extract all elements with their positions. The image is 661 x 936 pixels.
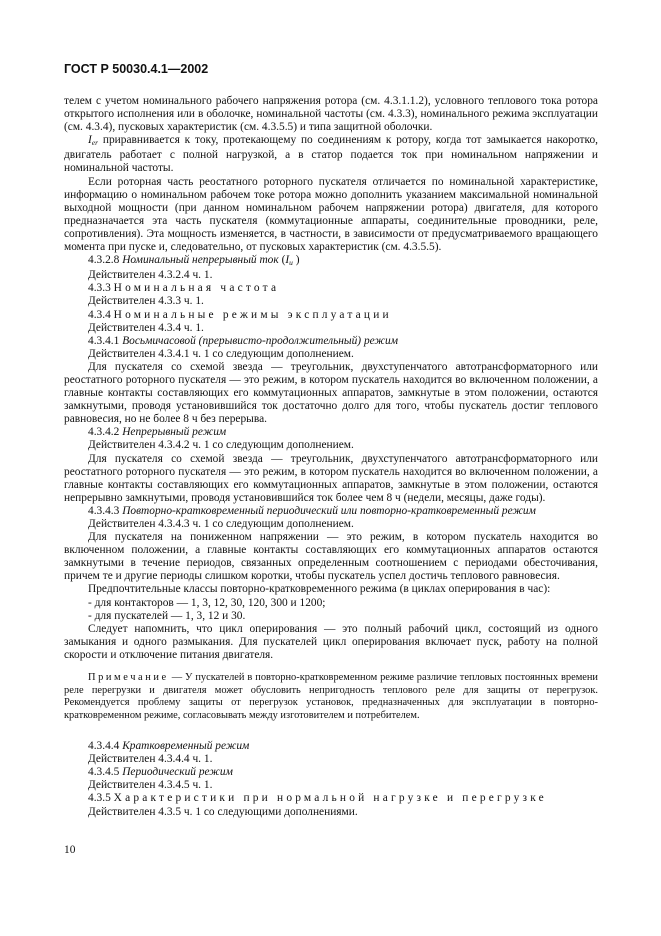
section-number: 4.3.4.1 bbox=[88, 334, 120, 347]
line-text: Действителен 4.3.4.4 ч. 1. bbox=[88, 753, 213, 766]
line bbox=[64, 610, 598, 623]
paragraph-text: приравнивается к току, протекающему по соединениям к ротору, когда тот замыкается накоротко, двигатель работает с полной нагрузкой, а в статор подается ток при номинальном напряжении и номинальной частоты. bbox=[64, 134, 598, 175]
paragraph bbox=[64, 134, 598, 175]
symbol-subscript: u bbox=[289, 258, 293, 268]
line-text: Действителен 4.3.5 ч. 1 со следующими дополнениями. bbox=[88, 805, 358, 818]
line bbox=[64, 348, 598, 361]
document-body bbox=[64, 95, 598, 819]
line bbox=[64, 597, 598, 610]
note-label: Примечание bbox=[88, 672, 169, 684]
paragraph-text: Предпочтительные классы повторно-кратковременного режима (в циклах оперирования в час): bbox=[88, 583, 551, 596]
paragraph-text: Для пускателя со схемой звезда — треугольник, двухступенчатого автотрансформаторного или реостатного роторного пускателя — это режим, в котором пускатель находится во включенном положении, а главные контакты составляющих его коммутационных аппаратов, замкнутые в этом положении, остаются непрерывно замкнутыми, проводя установившийся ток более чем 8 ч (недели, месяцы, даже годы). bbox=[64, 452, 598, 504]
section-number: 4.3.4.3 bbox=[88, 504, 120, 517]
note-text: — У пускателей в повторно-кратковременном режиме различие тепловых постоянных времени реле перегрузки и двигателя может обусловить непригодность теплового реле для защиты от перегрузок. Рекомендуется проблему защиты от перегрузок установок, предназначенных для эксплуатации в повторно-кратковременном режиме, согласовывать между изготовителем и потребителем. bbox=[64, 672, 598, 721]
line-text: Действителен 4.3.4.3 ч. 1 со следующим дополнением. bbox=[88, 518, 354, 530]
note bbox=[64, 672, 598, 722]
paragraph-text: Для пускателя со схемой звезда — треугольник, двухступенчатого автотрансформаторного или реостатного роторного пускателя — это режим, в котором пускатель находится во включенном положении, а главные контакты составляющих его коммутационных аппаратов, замкнутые в этом положении, остаются замкнутыми, проводя установившийся ток достаточно долго для того, чтобы пускатель достиг теплового равновесия, но не более 8 ч без перерыва. bbox=[64, 360, 598, 426]
paragraph-text: Для пускателя на пониженном напряжении — это режим, в котором пускатель находится во включенном положении, а главные контакты составляющих его коммутационных аппаратов остаются замкнутыми в течение периодов, связанных определенным соотношением с периодами обесточивания, причем те и другие периоды слишком коротки, чтобы пускатель успел достичь теплового равновесия. bbox=[64, 531, 598, 583]
line-text: Действителен 4.3.4.2 ч. 1 со следующим дополнением. bbox=[88, 439, 354, 452]
line-text: Действителен 4.3.4.1 ч. 1 со следующим дополнением. bbox=[88, 347, 354, 360]
section-number: 4.3.3 bbox=[88, 282, 111, 295]
line-text: - для контакторов — 1, 3, 12, 30, 120, 300 и 1200; bbox=[88, 596, 326, 609]
section-title: Номинальные режимы эксплуатации bbox=[113, 308, 392, 321]
section-heading bbox=[64, 766, 598, 779]
section-title: Номинальная частота bbox=[113, 282, 280, 295]
section-number: 4.3.4.2 bbox=[88, 426, 120, 439]
section-heading bbox=[64, 282, 598, 295]
line bbox=[64, 518, 598, 531]
section-heading bbox=[64, 309, 598, 322]
paragraph bbox=[64, 453, 598, 505]
section-heading bbox=[64, 335, 598, 348]
paragraph bbox=[64, 176, 598, 255]
document-page bbox=[64, 62, 598, 819]
paragraph bbox=[64, 531, 598, 583]
section-title: Периодический режим bbox=[122, 766, 233, 779]
line bbox=[64, 439, 598, 452]
paragraph-text: телем с учетом номинального рабочего напряжения ротора (см. 4.3.1.1.2), условного теплового тока ротора открытого исполнения или в оболочке, номинальной частоты (см. 4.3.3), номинального режима эксплуатации (см. 4.3.4), пусковых характеристик (см. 4.3.5.5) и типа защитной оболочки. bbox=[64, 95, 598, 134]
paragraph-text: Следует напомнить, что цикл оперирования — это полный рабочий цикл, состоящий из одного замыкания и одного размыкания. Для пускателей цикл оперирования включает пуск, работу на полной скорости и отключение питания двигателя. bbox=[64, 622, 598, 661]
paragraph bbox=[64, 361, 598, 426]
section-title: Кратковременный режим bbox=[122, 740, 250, 753]
line bbox=[64, 779, 598, 792]
paragraph-text: Если роторная часть реостатного роторного пускателя отличается по номинальной характеристике, информацию о номинальном рабочем токе ротора можно дополнить указанием максимальной номинальной выходной мощности (при данном номинальном рабочем напряжении ротора) двигателя, для которого предназначается эта часть пускателя (коммутационные аппараты, соединительные проводники, реле, сопротивления). Эта мощность изменяется, в частности, в зависимости от предусматриваемого вращающего момента при пуске и, следовательно, от пусковых характеристик (см. 4.3.5.5). bbox=[64, 175, 598, 254]
page-number: 10 bbox=[64, 844, 76, 856]
section-title: Восьмичасовой (прерывисто-продолжительный) режим bbox=[122, 334, 398, 347]
section-title: Номинальный непрерывный ток bbox=[122, 254, 279, 267]
symbol: I bbox=[285, 254, 290, 267]
section-heading bbox=[64, 740, 598, 753]
line-text: Действителен 4.3.4 ч. 1. bbox=[88, 321, 204, 334]
section-number: 4.3.4.4 bbox=[88, 740, 120, 753]
section-number: 4.3.4 bbox=[88, 308, 111, 321]
section-title: Повторно-кратковременный периодический или повторно-кратковременный режим bbox=[122, 504, 536, 517]
section-title: Характеристики при нормальной нагрузке и перегрузке bbox=[113, 792, 547, 805]
paragraph bbox=[64, 583, 598, 596]
line-text: - для пускателей — 1, 3, 12 и 30. bbox=[88, 609, 246, 622]
standard-header: ГОСТ Р 50030.4.1—2002 bbox=[64, 62, 209, 76]
section-heading bbox=[64, 792, 598, 805]
line bbox=[64, 806, 598, 819]
section-heading bbox=[64, 505, 598, 518]
paragraph bbox=[64, 623, 598, 662]
paragraph bbox=[64, 95, 598, 134]
line-text: Действителен 4.3.2.4 ч. 1. bbox=[88, 269, 213, 282]
symbol-subscript: er bbox=[91, 138, 99, 148]
section-number: 4.3.2.8 bbox=[88, 254, 120, 267]
line bbox=[64, 753, 598, 766]
line bbox=[64, 295, 598, 308]
symbol: I bbox=[88, 134, 92, 147]
line bbox=[64, 322, 598, 335]
line bbox=[64, 269, 598, 282]
line-text: Действителен 4.3.4.5 ч. 1. bbox=[88, 779, 213, 792]
section-heading: 4.3.2.8 Номинальный непрерывный ток ($I_u$ ) bbox=[88, 254, 300, 268]
section-number: 4.3.4.5 bbox=[88, 766, 120, 779]
line-text: Действителен 4.3.3 ч. 1. bbox=[88, 295, 204, 308]
section-title: Непрерывный режим bbox=[122, 426, 227, 439]
section-heading bbox=[64, 426, 598, 439]
section-number: 4.3.5 bbox=[88, 792, 111, 805]
